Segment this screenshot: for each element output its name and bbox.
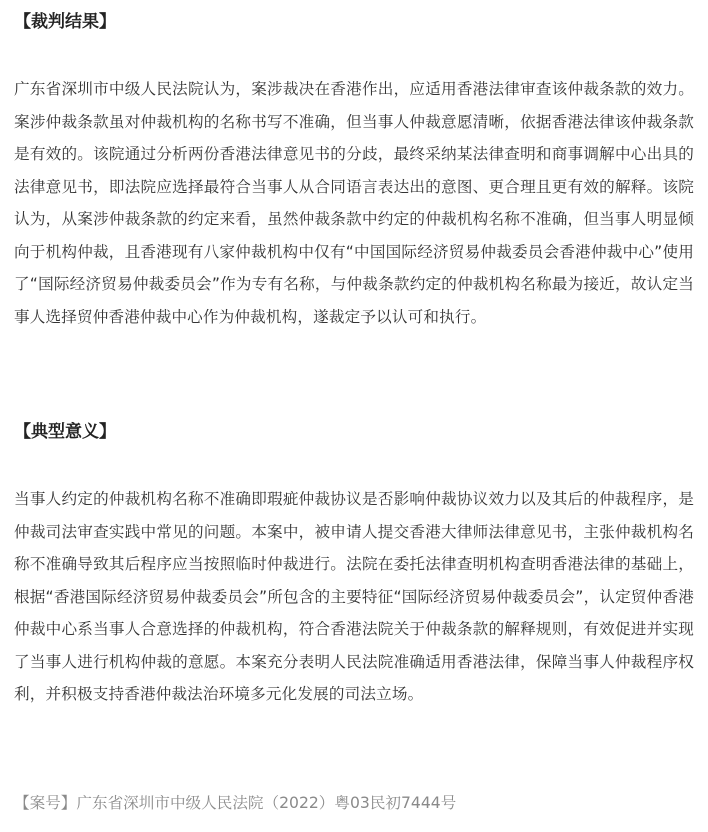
paragraph-typical-significance: 当事人约定的仲裁机构名称不准确即瑕疵仲裁协议是否影响仲裁协议效力以及其后的仲裁程序，是仲裁司法审查实践中常见的问题。本案中，被申请人提交香港大律师法律意见书，主张仲裁机构名称不准确导致其后程序应当按照临时仲裁进行。法院在委托法律查明机构查明香港法律的基础上，根据“香港国际经济贸易仲裁委员会”所包含的主要特征“国际经济贸易仲裁委员会”，认定贸仲香港仲裁中心系当事人合意选择的仲裁机构，符合香港法院关于仲裁条款的解释规则，有效促进并实现了当事人进行机构仲裁的意愿。本案充分表明人民法院准确适用香港法律，保障当事人仲裁程序权利，并积极支持香港仲裁法治环境多元化发展的司法立场。: [14, 490, 694, 703]
case-number-label: 【案号】: [14, 794, 77, 812]
paragraph-ruling-result: 广东省深圳市中级人民法院认为，案涉裁决在香港作出，应适用香港法律审查该仲裁条款的效力。案涉仲裁条款虽对仲裁机构的名称书写不准确，但当事人仲裁意愿清晰，依据香港法律该仲裁条款是有效的。该院通过分析两份香港法律意见书的分歧，最终采纳某法律查明和商事调解中心出具的法律意见书，即法院应选择最符合当事人从合同语言表达出的意图、更合理且更有效的解释。该院认为，从案涉仲裁条款的约定来看，虽然仲裁条款中约定的仲裁机构名称不准确，但当事人明显倾向于机构仲裁，且香港现有八家仲裁机构中仅有“中国国际经济贸易仲裁委员会香港仲裁中心”使用了“国际经济贸易仲裁委员会”作为专有名称，与仲裁条款约定的仲裁机构名称最为接近，故认定当事人选择贸仲香港仲裁中心作为仲裁机构，遂裁定予以认可和执行。: [14, 80, 694, 326]
case-number-value: 广东省深圳市中级人民法院（2022）粤03民初7444号: [76, 794, 457, 812]
section-heading-ruling-result: 【裁判结果】: [14, 12, 116, 32]
case-number-line: [14, 790, 456, 816]
section-heading-typical-significance: 【典型意义】: [14, 422, 116, 442]
